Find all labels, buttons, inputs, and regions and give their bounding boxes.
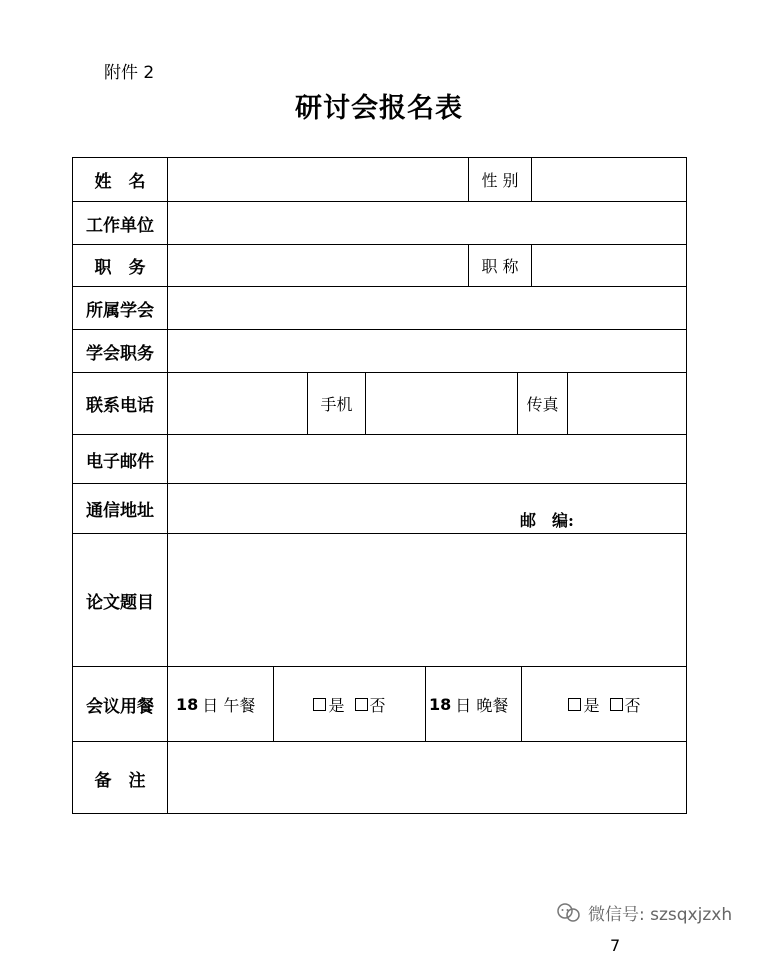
lunch-no-checkbox[interactable] — [355, 693, 386, 716]
gender-label: 性 别 — [481, 171, 519, 190]
checkbox-icon — [355, 698, 368, 711]
email-label: 电子邮件 — [86, 451, 154, 472]
column-divider — [425, 666, 426, 741]
meal-label: 会议用餐 — [86, 696, 154, 717]
workplace-field[interactable] — [168, 202, 687, 244]
dinner-no-checkbox[interactable] — [610, 693, 641, 716]
dinner-yes-label: 是 — [583, 695, 600, 715]
page-title: 研讨会报名表 — [295, 93, 463, 124]
postcode-label: 邮 编: — [520, 511, 574, 530]
fax-label: 传真 — [526, 395, 559, 414]
phone-label: 联系电话 — [86, 396, 154, 416]
mobile-label: 手机 — [320, 395, 353, 414]
registration-form-table — [72, 157, 687, 814]
lunch-day: 18 — [176, 694, 199, 714]
fax-field[interactable] — [568, 373, 687, 434]
phone-field[interactable] — [168, 373, 307, 434]
paper-title-label: 论文题目 — [86, 592, 154, 613]
attachment-label: 附件 2 — [104, 63, 155, 83]
mobile-field[interactable] — [366, 373, 517, 434]
lunch-yes-label: 是 — [328, 695, 345, 715]
address-field[interactable] — [168, 484, 687, 533]
remarks-field[interactable] — [168, 742, 687, 814]
name-field[interactable] — [168, 158, 468, 201]
position-label: 职 务 — [94, 258, 146, 278]
checkbox-icon — [568, 698, 581, 711]
checkbox-icon — [610, 698, 623, 711]
lunch-text: 日 午餐 — [202, 695, 256, 715]
remarks-label: 备 注 — [94, 770, 146, 791]
dinner-day: 18 — [429, 694, 452, 714]
lunch-options — [274, 667, 425, 741]
society-post-field[interactable] — [168, 330, 687, 372]
paper-title-field[interactable] — [168, 534, 687, 666]
position-field[interactable] — [168, 245, 468, 286]
workplace-label: 工作单位 — [86, 215, 154, 236]
job-title-label: 职 称 — [481, 257, 519, 276]
wechat-watermark — [556, 900, 732, 925]
job-title-field[interactable] — [532, 245, 687, 286]
wechat-icon — [556, 903, 582, 923]
lunch-yes-checkbox[interactable] — [313, 693, 344, 716]
watermark-text: 微信号: szsqxjzxh — [588, 905, 733, 925]
name-label: 姓 名 — [94, 172, 146, 192]
lunch-no-label: 否 — [369, 695, 386, 715]
society-post-label: 学会职务 — [86, 343, 154, 364]
page-number: 7 — [610, 936, 621, 955]
dinner-no-label: 否 — [624, 695, 641, 715]
society-field[interactable] — [168, 287, 687, 329]
email-field[interactable] — [168, 435, 687, 483]
dinner-label — [429, 667, 521, 741]
society-label: 所属学会 — [86, 300, 154, 321]
dinner-text: 日 晚餐 — [455, 695, 509, 715]
dinner-options — [522, 667, 687, 741]
address-label: 通信地址 — [86, 501, 154, 521]
dinner-yes-checkbox[interactable] — [568, 693, 599, 716]
gender-field[interactable] — [532, 158, 687, 201]
lunch-label — [176, 667, 273, 741]
checkbox-icon — [313, 698, 326, 711]
